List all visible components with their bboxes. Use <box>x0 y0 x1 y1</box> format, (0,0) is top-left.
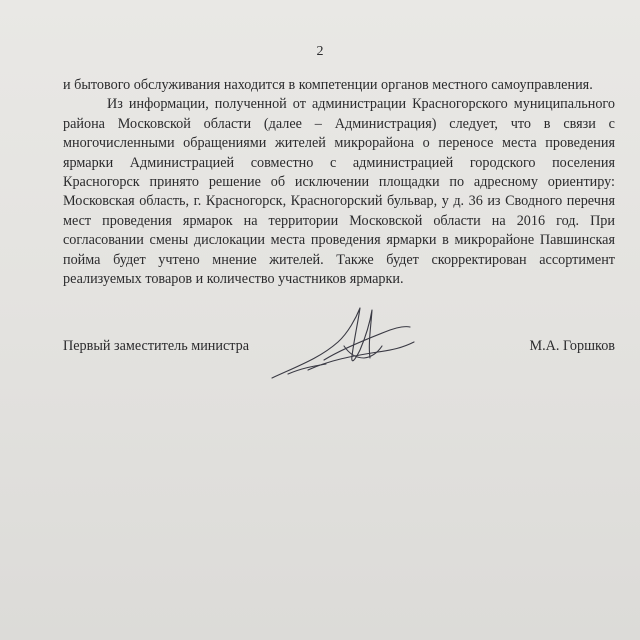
signatory-name: М.А. Горшков <box>529 338 615 354</box>
signature-block <box>63 338 615 362</box>
signatory-position: Первый заместитель министра <box>63 338 250 354</box>
paragraph-continuation: и бытового обслуживания находится в компетенции органов местного самоуправления. <box>63 77 593 93</box>
page-number: 2 <box>316 44 324 59</box>
paragraph-main: Из информации, полученной от администрации Красногорского муниципального района Московской области (далее – Администрация) следует, что в связи с многочисленными обращениями жителей микрорайона о переносе места проведения ярмарки Администрацией совместно с администрацией городского поселения Красногорск принято решение об исключении площадки по адресному ориентиру: Московская область, г. Красногорск, Красногорский бульвар, у д. 36 из Сводного перечня мест проведения ярмарок на территории Московской области на 2016 год. При согласовании смены дислокации места проведения ярмарки в микрорайоне Павшинская пойма будет учтено мнение жителей. Также будет скорректирован ассортимент реализуемых товаров и количество участников ярмарки. <box>63 96 615 288</box>
document-body <box>63 76 615 289</box>
